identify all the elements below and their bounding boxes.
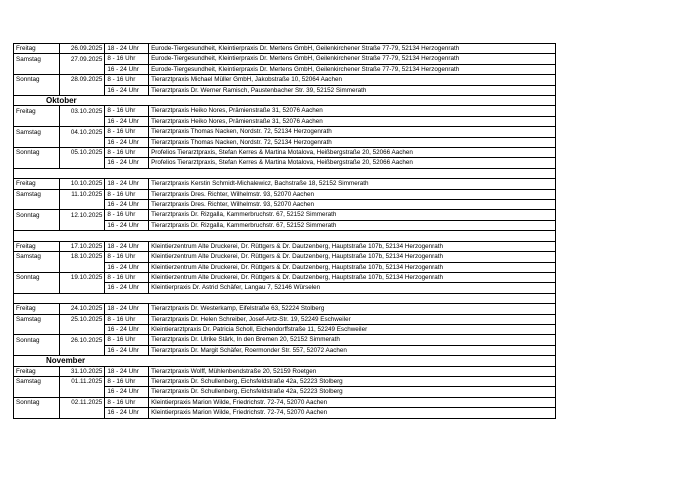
date-cell xyxy=(59,85,105,95)
schedule-row xyxy=(14,44,556,54)
practice-cell: Kleintierzentrum Alte Druckerei, Dr. Rüttgers & Dr. Dautzenberg, Hauptstraße 107b, 52134 Herzogenrath xyxy=(149,252,556,262)
practice-cell: Eurode-Tiergesundheit, Kleintierpraxis Dr. Mertens GmbH, Geilenkirchener Straße 77-79, 52134 Herzogenrath xyxy=(149,54,556,64)
day-cell: Freitag xyxy=(14,304,60,314)
time-cell: 8 - 16 Uhr xyxy=(105,397,149,407)
schedule-row xyxy=(14,262,556,272)
time-cell: 8 - 16 Uhr xyxy=(105,54,149,64)
date-cell xyxy=(59,220,105,230)
day-cell: Freitag xyxy=(14,179,60,189)
practice-cell: Tierarztpraxis Dr. Rizgalla, Kammerbruchstr. 67, 52152 Simmerath xyxy=(149,220,556,230)
date-cell: 25.10.2025 xyxy=(59,314,105,324)
schedule-row xyxy=(14,158,556,168)
practice-cell: Kleintierzentrum Alte Druckerei, Dr. Rüttgers & Dr. Dautzenberg, Hauptstraße 107b, 52134 Herzogenrath xyxy=(149,272,556,282)
schedule-row xyxy=(14,54,556,64)
practice-cell: Profelios Tierarztpraxis, Stefan Kerres & Martina Motalova, Heißbergstraße 20, 52066 Aachen xyxy=(149,148,556,158)
day-cell: Sonntag xyxy=(14,397,60,407)
schedule-row xyxy=(14,408,556,418)
day-cell xyxy=(14,408,60,418)
schedule-row xyxy=(14,75,556,85)
month-heading-cell xyxy=(14,96,556,106)
schedule-row xyxy=(14,148,556,158)
time-cell: 8 - 16 Uhr xyxy=(105,189,149,199)
day-cell: Samstag xyxy=(14,314,60,324)
month-heading-row xyxy=(14,96,556,106)
practice-cell: Tierarztpraxis Thomas Nacken, Nordstr. 72, 52134 Herzogenrath xyxy=(149,137,556,147)
spacer-row xyxy=(14,293,556,303)
day-cell: Sonntag xyxy=(14,335,60,345)
practice-cell: Tierarztpraxis Dr. Rizgalla, Kammerbruchstr. 67, 52152 Simmerath xyxy=(149,210,556,220)
practice-cell: Tierarztpraxis Michael Müller GmbH, Jakobstraße 10, 52064 Aachen xyxy=(149,75,556,85)
practice-cell: Tierarztpraxis Dr. Ulrike Stärk, In den Bremen 20, 52152 Simmerath xyxy=(149,335,556,345)
time-cell: 8 - 16 Uhr xyxy=(105,210,149,220)
day-cell xyxy=(14,387,60,397)
schedule-row xyxy=(14,241,556,251)
day-cell: Freitag xyxy=(14,44,60,54)
practice-cell: Kleintierpraxis Marion Wilde, Friedrichstr. 72-74, 52070 Aachen xyxy=(149,408,556,418)
date-cell: 27.09.2025 xyxy=(59,54,105,64)
day-cell xyxy=(14,64,60,74)
time-cell: 8 - 16 Uhr xyxy=(105,75,149,85)
day-cell xyxy=(14,85,60,95)
schedule-row xyxy=(14,366,556,376)
date-cell: 10.10.2025 xyxy=(59,179,105,189)
time-cell: 18 - 24 Uhr xyxy=(105,179,149,189)
date-cell xyxy=(59,64,105,74)
day-cell: Sonntag xyxy=(14,210,60,220)
date-cell: 01.11.2025 xyxy=(59,376,105,386)
date-cell: 12.10.2025 xyxy=(59,210,105,220)
month-heading: November xyxy=(46,356,86,366)
practice-cell: Kleintierzentrum Alte Druckerei, Dr. Rüttgers & Dr. Dautzenberg, Hauptstraße 107b, 52134 Herzogenrath xyxy=(149,262,556,272)
date-cell xyxy=(59,345,105,355)
schedule-row xyxy=(14,220,556,230)
schedule-row xyxy=(14,116,556,126)
time-cell: 16 - 24 Uhr xyxy=(105,324,149,334)
schedule-row xyxy=(14,137,556,147)
time-cell: 16 - 24 Uhr xyxy=(105,262,149,272)
time-cell: 16 - 24 Uhr xyxy=(105,408,149,418)
schedule-row xyxy=(14,283,556,293)
practice-cell: Tierarztpraxis Heiko Nores, Prämienstraße 31, 52076 Aachen xyxy=(149,116,556,126)
month-heading-cell xyxy=(14,356,556,366)
schedule-row xyxy=(14,345,556,355)
schedule-row xyxy=(14,272,556,282)
duty-schedule-table xyxy=(13,43,556,419)
practice-cell: Tierarztpraxis Dr. Westerkamp, Eifelstraße 63, 52224 Stolberg xyxy=(149,304,556,314)
practice-cell: Tierarztpraxis Wolff, Mühlenbendstraße 20, 52159 Roetgen xyxy=(149,366,556,376)
time-cell: 8 - 16 Uhr xyxy=(105,314,149,324)
schedule-row xyxy=(14,210,556,220)
date-cell: 04.10.2025 xyxy=(59,127,105,137)
time-cell: 8 - 16 Uhr xyxy=(105,106,149,116)
date-cell: 03.10.2025 xyxy=(59,106,105,116)
schedule-row xyxy=(14,387,556,397)
day-cell: Sonntag xyxy=(14,148,60,158)
day-cell: Samstag xyxy=(14,127,60,137)
practice-cell: Profelios Tierarztpraxis, Stefan Kerres & Martina Motalova, Heißbergstraße 20, 52066 Aachen xyxy=(149,158,556,168)
practice-cell: Kleintierpraxis Marion Wilde, Friedrichstr. 72-74, 52070 Aachen xyxy=(149,397,556,407)
day-cell xyxy=(14,345,60,355)
schedule-row xyxy=(14,179,556,189)
time-cell: 16 - 24 Uhr xyxy=(105,345,149,355)
date-cell xyxy=(59,137,105,147)
day-cell xyxy=(14,137,60,147)
practice-cell: Tierarztpraxis Kerstin Schmidt-Michalewicz, Bachstraße 18, 52152 Simmerath xyxy=(149,179,556,189)
day-cell xyxy=(14,200,60,210)
time-cell: 8 - 16 Uhr xyxy=(105,272,149,282)
day-cell xyxy=(14,262,60,272)
practice-cell: Tierarztpraxis Dres. Richter, Wilhelmstr. 93, 52070 Aachen xyxy=(149,189,556,199)
time-cell: 16 - 24 Uhr xyxy=(105,387,149,397)
day-cell xyxy=(14,220,60,230)
date-cell: 24.10.2025 xyxy=(59,304,105,314)
date-cell: 28.09.2025 xyxy=(59,75,105,85)
date-cell xyxy=(59,116,105,126)
day-cell: Freitag xyxy=(14,366,60,376)
day-cell: Samstag xyxy=(14,252,60,262)
date-cell: 26.09.2025 xyxy=(59,44,105,54)
date-cell xyxy=(59,408,105,418)
schedule-row xyxy=(14,200,556,210)
practice-cell: Kleintierarztpraxis Dr. Patricia Scholl, Eichendorffstraße 11, 52249 Eschweiler xyxy=(149,324,556,334)
schedule-row xyxy=(14,376,556,386)
schedule-row xyxy=(14,85,556,95)
time-cell: 8 - 16 Uhr xyxy=(105,376,149,386)
date-cell: 19.10.2025 xyxy=(59,272,105,282)
date-cell: 11.10.2025 xyxy=(59,189,105,199)
date-cell: 05.10.2025 xyxy=(59,148,105,158)
day-cell: Sonntag xyxy=(14,75,60,85)
time-cell: 16 - 24 Uhr xyxy=(105,283,149,293)
day-cell xyxy=(14,116,60,126)
schedule-row xyxy=(14,397,556,407)
date-cell: 02.11.2025 xyxy=(59,397,105,407)
date-cell: 18.10.2025 xyxy=(59,252,105,262)
day-cell: Freitag xyxy=(14,241,60,251)
practice-cell: Tierarztpraxis Heiko Nores, Prämienstraße 31, 52076 Aachen xyxy=(149,106,556,116)
time-cell: 16 - 24 Uhr xyxy=(105,220,149,230)
day-cell xyxy=(14,158,60,168)
month-heading: Oktober xyxy=(46,96,77,106)
time-cell: 16 - 24 Uhr xyxy=(105,137,149,147)
schedule-row xyxy=(14,335,556,345)
practice-cell: Tierarztpraxis Dr. Werner Ramisch, Paustenbacher Str. 39, 52152 Simmerath xyxy=(149,85,556,95)
schedule-row xyxy=(14,127,556,137)
practice-cell: Kleintierpraxis Dr. Astrid Schäfer, Langau 7, 52146 Würselen xyxy=(149,283,556,293)
month-heading-row xyxy=(14,356,556,366)
date-cell: 31.10.2025 xyxy=(59,366,105,376)
date-cell xyxy=(59,200,105,210)
schedule-row xyxy=(14,304,556,314)
day-cell: Samstag xyxy=(14,189,60,199)
time-cell: 16 - 24 Uhr xyxy=(105,85,149,95)
day-cell: Sonntag xyxy=(14,272,60,282)
time-cell: 8 - 16 Uhr xyxy=(105,148,149,158)
practice-cell: Kleintierzentrum Alte Druckerei, Dr. Rüttgers & Dr. Dautzenberg, Hauptstraße 107b, 52134 Herzogenrath xyxy=(149,241,556,251)
schedule-body xyxy=(14,44,556,419)
date-cell xyxy=(59,262,105,272)
practice-cell: Tierarztpraxis Dr. Schullenberg, Eichsfeldstraße 42a, 52223 Stolberg xyxy=(149,376,556,386)
practice-cell: Tierarztpraxis Dres. Richter, Wilhelmstr. 93, 52070 Aachen xyxy=(149,200,556,210)
practice-cell: Tierarztpraxis Dr. Margit Schäfer, Roermonder Str. 557, 52072 Aachen xyxy=(149,345,556,355)
schedule-row xyxy=(14,252,556,262)
day-cell xyxy=(14,324,60,334)
spacer-cell xyxy=(14,231,556,241)
schedule-row xyxy=(14,314,556,324)
day-cell: Freitag xyxy=(14,106,60,116)
time-cell: 16 - 24 Uhr xyxy=(105,64,149,74)
day-cell xyxy=(14,283,60,293)
practice-cell: Eurode-Tiergesundheit, Kleintierpraxis Dr. Mertens GmbH, Geilenkirchener Straße 77-79, 52134 Herzogenrath xyxy=(149,64,556,74)
date-cell xyxy=(59,324,105,334)
schedule-row xyxy=(14,106,556,116)
time-cell: 18 - 24 Uhr xyxy=(105,44,149,54)
time-cell: 8 - 16 Uhr xyxy=(105,252,149,262)
time-cell: 18 - 24 Uhr xyxy=(105,241,149,251)
spacer-row xyxy=(14,168,556,178)
time-cell: 18 - 24 Uhr xyxy=(105,366,149,376)
practice-cell: Tierarztpraxis Thomas Nacken, Nordstr. 72, 52134 Herzogenrath xyxy=(149,127,556,137)
date-cell: 17.10.2025 xyxy=(59,241,105,251)
day-cell: Samstag xyxy=(14,376,60,386)
schedule-row xyxy=(14,189,556,199)
day-cell: Samstag xyxy=(14,54,60,64)
practice-cell: Tierarztpraxis Dr. Helen Schreiber, Josef-Artz-Str. 19, 52249 Eschweiler xyxy=(149,314,556,324)
time-cell: 16 - 24 Uhr xyxy=(105,158,149,168)
time-cell: 16 - 24 Uhr xyxy=(105,200,149,210)
spacer-cell xyxy=(14,293,556,303)
spacer-row xyxy=(14,231,556,241)
practice-cell: Tierarztpraxis Dr. Schullenberg, Eichsfeldstraße 42a, 52223 Stolberg xyxy=(149,387,556,397)
practice-cell: Eurode-Tiergesundheit, Kleintierpraxis Dr. Mertens GmbH, Geilenkirchener Straße 77-79, 52134 Herzogenrath xyxy=(149,44,556,54)
schedule-row xyxy=(14,324,556,334)
date-cell: 26.10.2025 xyxy=(59,335,105,345)
time-cell: 16 - 24 Uhr xyxy=(105,116,149,126)
date-cell xyxy=(59,283,105,293)
time-cell: 8 - 16 Uhr xyxy=(105,127,149,137)
spacer-cell xyxy=(14,168,556,178)
date-cell xyxy=(59,387,105,397)
time-cell: 18 - 24 Uhr xyxy=(105,304,149,314)
date-cell xyxy=(59,158,105,168)
time-cell: 8 - 16 Uhr xyxy=(105,335,149,345)
schedule-row xyxy=(14,64,556,74)
